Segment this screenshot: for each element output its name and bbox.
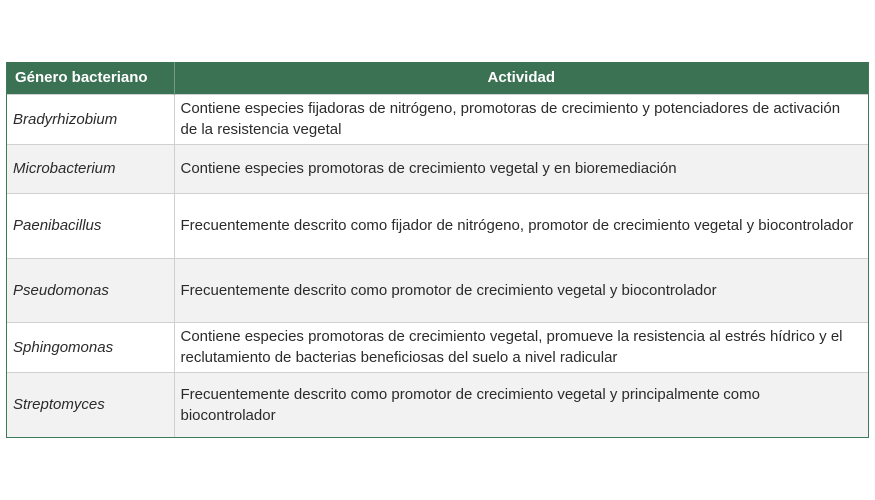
table-row (7, 372, 868, 437)
bacteria-activity-table (7, 62, 868, 437)
bacteria-activity-table-container (6, 62, 869, 438)
table-row (7, 322, 868, 372)
table-row (7, 144, 868, 193)
activity-cell: Contiene especies promotoras de crecimiento vegetal, promueve la resistencia al estrés hídrico y el reclutamiento de bacterias beneficiosas del suelo a nivel radicular (174, 322, 868, 372)
activity-cell: Contiene especies promotoras de crecimiento vegetal y en bioremediación (174, 144, 868, 193)
table-body (7, 94, 868, 437)
genus-cell: Sphingomonas (7, 322, 174, 372)
activity-cell: Frecuentemente descrito como promotor de crecimiento vegetal y biocontrolador (174, 258, 868, 322)
genus-cell: Microbacterium (7, 144, 174, 193)
header-genus: Género bacteriano (7, 62, 174, 94)
genus-cell: Bradyrhizobium (7, 94, 174, 144)
activity-cell: Frecuentemente descrito como promotor de crecimiento vegetal y principalmente como biocontrolador (174, 372, 868, 437)
table-header (7, 62, 868, 94)
header-activity: Actividad (174, 62, 868, 94)
activity-cell: Frecuentemente descrito como fijador de nitrógeno, promotor de crecimiento vegetal y biocontrolador (174, 193, 868, 258)
genus-cell: Paenibacillus (7, 193, 174, 258)
table-row (7, 193, 868, 258)
genus-cell: Pseudomonas (7, 258, 174, 322)
table-row (7, 258, 868, 322)
genus-cell: Streptomyces (7, 372, 174, 437)
table-row (7, 94, 868, 144)
activity-cell: Contiene especies fijadoras de nitrógeno, promotoras de crecimiento y potenciadores de activación de la resistencia vegetal (174, 94, 868, 144)
table-header-row (7, 62, 868, 94)
